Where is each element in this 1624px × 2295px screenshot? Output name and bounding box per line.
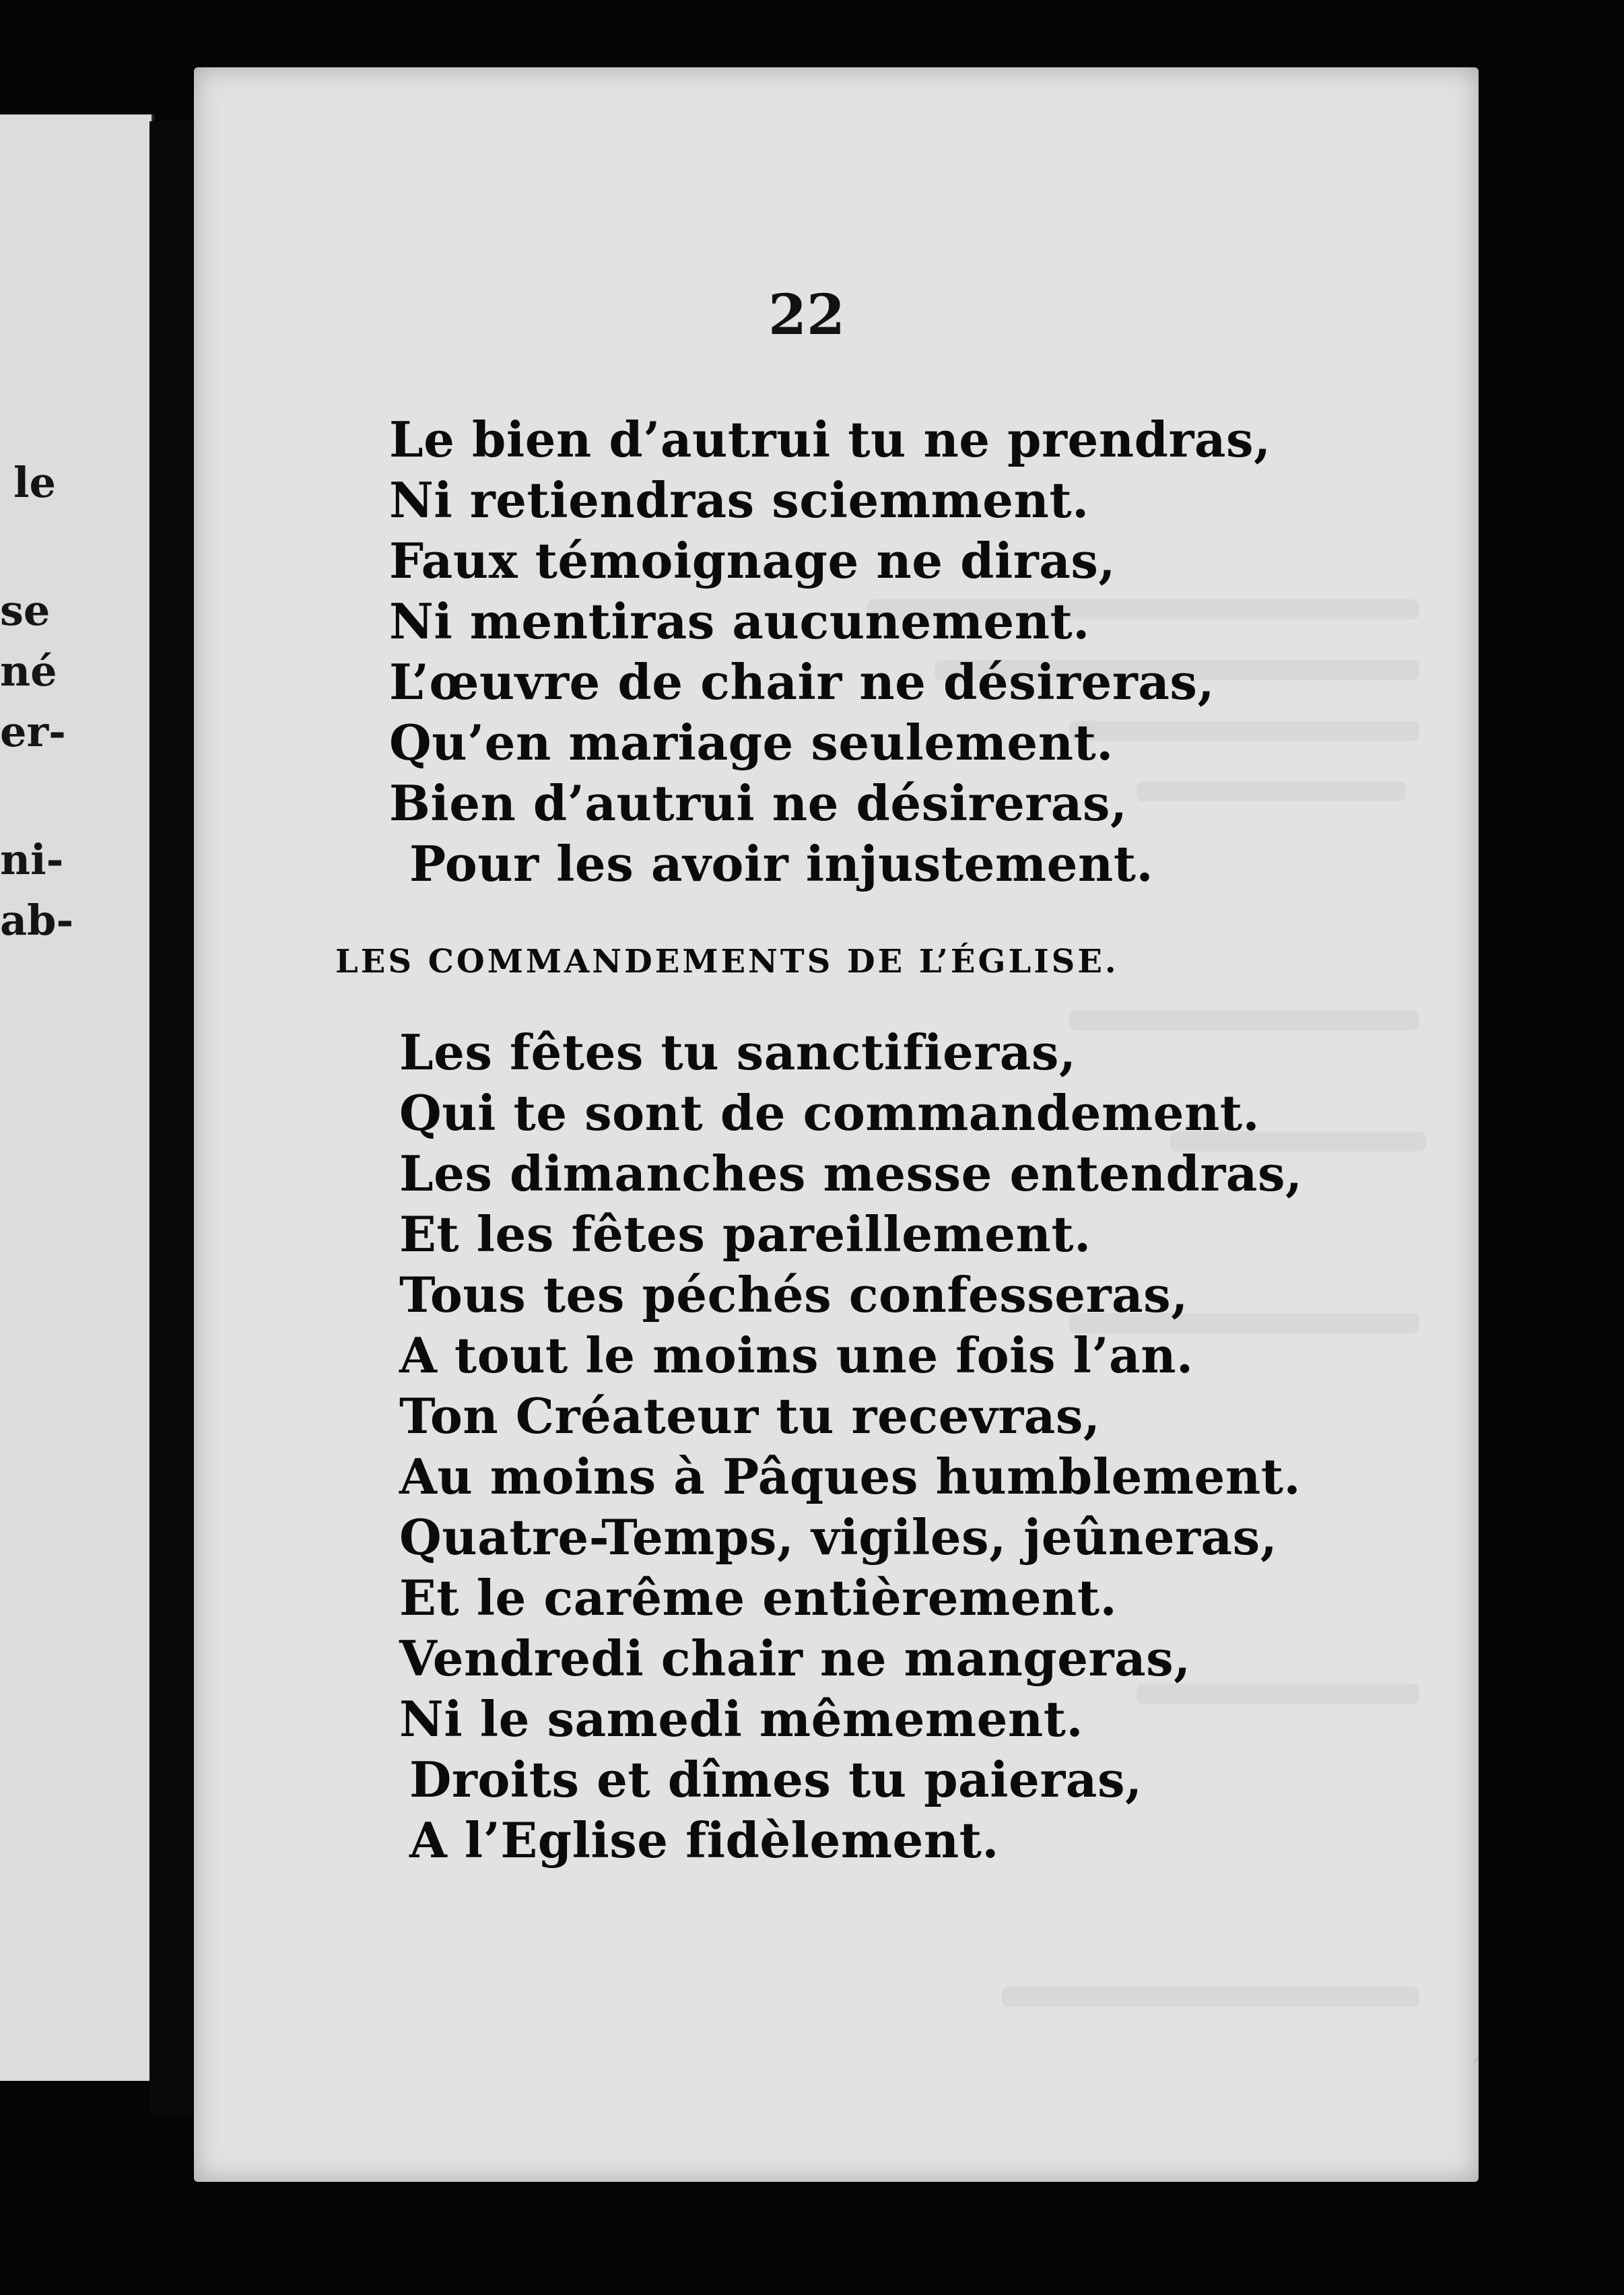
left-page-fragment: ni- bbox=[0, 835, 64, 884]
verse-line: Au moins à Pâques humblement. bbox=[399, 1448, 1301, 1505]
verse-line: Pour les avoir injustement. bbox=[409, 835, 1154, 892]
page-number: 22 bbox=[768, 283, 846, 347]
verse-line: Qu’en mariage seulement. bbox=[389, 714, 1114, 771]
verse-line: Les fêtes tu sanctifieras, bbox=[399, 1024, 1077, 1081]
verse-line: Et le carême entièrement. bbox=[399, 1569, 1118, 1626]
left-page-fragment: ab- bbox=[0, 896, 74, 945]
verse-line: A l’Eglise fidèlement. bbox=[409, 1811, 999, 1869]
verse-line: Quatre-Temps, vigiles, jeûneras, bbox=[399, 1508, 1278, 1566]
verse-line: L’œuvre de chair ne désireras, bbox=[389, 653, 1215, 710]
verse-line: Vendredi chair ne mangeras, bbox=[399, 1630, 1191, 1687]
verse-line: A tout le moins une fois l’an. bbox=[399, 1327, 1194, 1384]
left-page-fragment: le bbox=[13, 458, 56, 507]
verse-line: Ni le samedi mêmement. bbox=[399, 1690, 1084, 1748]
verse-line: Les dimanches messe entendras, bbox=[399, 1145, 1303, 1202]
verse-line: Faux témoignage ne diras, bbox=[389, 532, 1116, 589]
left-page-fragment: er- bbox=[0, 707, 66, 756]
page-corner-fold bbox=[1473, 1918, 1479, 2063]
verse-line: Ni mentiras aucunement. bbox=[389, 593, 1090, 650]
adjacent-left-page bbox=[0, 114, 154, 2081]
verse-line: Bien d’autrui ne désireras, bbox=[389, 774, 1128, 832]
verse-line: Ni retiendras sciemment. bbox=[389, 471, 1089, 529]
verse-line: Qui te sont de commandement. bbox=[399, 1084, 1260, 1141]
left-page-fragment: né bbox=[0, 646, 57, 696]
verse-line: Tous tes péchés confesseras, bbox=[399, 1266, 1188, 1323]
verse-line: Ton Créateur tu recevras, bbox=[399, 1387, 1101, 1444]
book-page bbox=[194, 67, 1479, 2182]
verse-line: Et les fêtes pareillement. bbox=[399, 1205, 1091, 1263]
verse-line: Droits et dîmes tu paieras, bbox=[409, 1751, 1143, 1808]
left-page-fragment: se bbox=[0, 586, 50, 635]
book-gutter bbox=[149, 121, 197, 2115]
section-heading: LES COMMANDEMENTS DE L’ÉGLISE. bbox=[335, 943, 1119, 980]
verse-line: Le bien d’autrui tu ne prendras, bbox=[389, 411, 1271, 468]
